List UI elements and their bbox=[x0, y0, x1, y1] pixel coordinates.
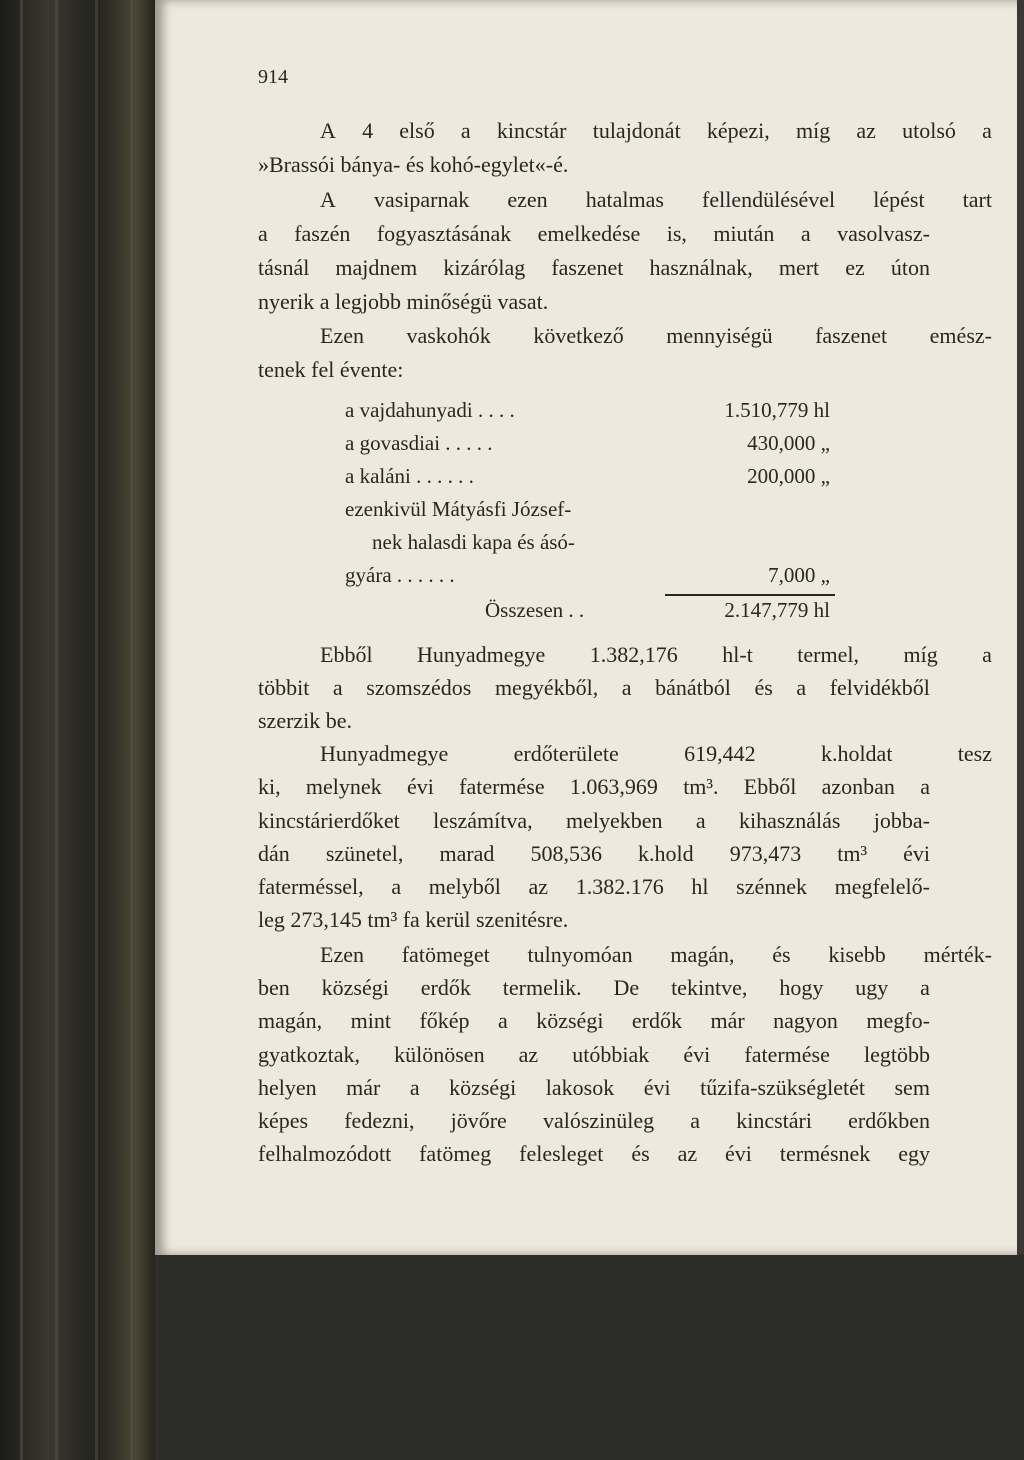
text-line: ki, melynek évi fatermése 1.063,969 tm³. Ebből azonban a bbox=[258, 774, 930, 799]
text-line: ben községi erdők termelik. De tekintve, hogy ugy a bbox=[258, 975, 930, 1000]
text-line: A 4 első a kincstár tulajdonát képezi, míg az utolsó a bbox=[320, 118, 992, 143]
text-line: többit a szomszédos megyékből, a bánátból és a felvidékből bbox=[258, 675, 930, 700]
text-line: faterméssel, a melyből az 1.382.176 hl szénnek megfelelő- bbox=[258, 874, 930, 899]
table-row-label: a govasdiai . . . . . bbox=[345, 431, 493, 455]
background-below-page bbox=[155, 1255, 1024, 1460]
table-row-label: a vajdahunyadi . . . . bbox=[345, 398, 515, 422]
text-line: nyerik a legjobb minőségü vasat. bbox=[258, 289, 549, 314]
table-row-value: 7,000 „ bbox=[768, 563, 830, 587]
table-row-label: a kaláni . . . . . . bbox=[345, 464, 474, 488]
text-line: Ezen vaskohók következő mennyiségü faszenet emész- bbox=[320, 323, 992, 348]
text-line: leg 273,145 tm³ fa kerül szenitésre. bbox=[258, 907, 569, 932]
text-line: Ezen fatömeget tulnyomóan magán, és kisebb mérték- bbox=[320, 942, 992, 967]
text-line: dán szünetel, marad 508,536 k.hold 973,473 tm³ évi bbox=[258, 841, 930, 866]
text-line: képes fedezni, jövőre valószinüleg a kincstári erdőkben bbox=[258, 1108, 930, 1133]
table-row-label: ezenkivül Mátyásfi József- bbox=[345, 497, 572, 521]
text-line: gyatkoztak, különösen az utóbbiak évi fatermése legtöbb bbox=[258, 1042, 930, 1067]
table-total-value: 2.147,779 hl bbox=[724, 598, 830, 622]
text-line: a faszén fogyasztásának emelkedése is, miután a vasolvasz- bbox=[258, 221, 930, 246]
table-row-value: 1.510,779 hl bbox=[724, 398, 830, 422]
text-line: »Brassói bánya- és kohó-egylet«-é. bbox=[258, 152, 569, 177]
table-row-value: 430,000 „ bbox=[747, 431, 830, 455]
table-row-label: gyára . . . . . . bbox=[345, 563, 455, 587]
text-line: szerzik be. bbox=[258, 708, 353, 733]
table-total-label: Összesen . . bbox=[485, 598, 585, 622]
text-line: magán, mint főkép a községi erdők már nagyon megfo- bbox=[258, 1008, 930, 1033]
text-line: felhalmozódott fatömeg felesleget és az évi termésnek egy bbox=[258, 1141, 930, 1166]
page-number: 914 bbox=[258, 66, 288, 88]
book-spine-edge bbox=[0, 0, 160, 1460]
text-line: helyen már a községi lakosok évi tűzifa-szükségletét sem bbox=[258, 1075, 930, 1100]
text-line: tásnál majdnem kizárólag faszenet használnak, mert ez úton bbox=[258, 255, 930, 280]
table-total-rule bbox=[665, 594, 835, 596]
table-row-label: nek halasdi kapa és ásó- bbox=[372, 530, 575, 554]
table-row-value: 200,000 „ bbox=[747, 464, 830, 488]
page-edge-right bbox=[1017, 0, 1024, 1255]
text-line: kincstárierdőket leszámítva, melyekben a kihasználás jobba- bbox=[258, 808, 930, 833]
text-line: A vasiparnak ezen hatalmas fellendülésével lépést tart bbox=[320, 187, 992, 212]
text-line: Ebből Hunyadmegye 1.382,176 hl-t termel, míg a bbox=[320, 642, 992, 667]
text-line: Hunyadmegye erdőterülete 619,442 k.holdat tesz bbox=[320, 741, 992, 766]
text-line: tenek fel évente: bbox=[258, 357, 404, 382]
